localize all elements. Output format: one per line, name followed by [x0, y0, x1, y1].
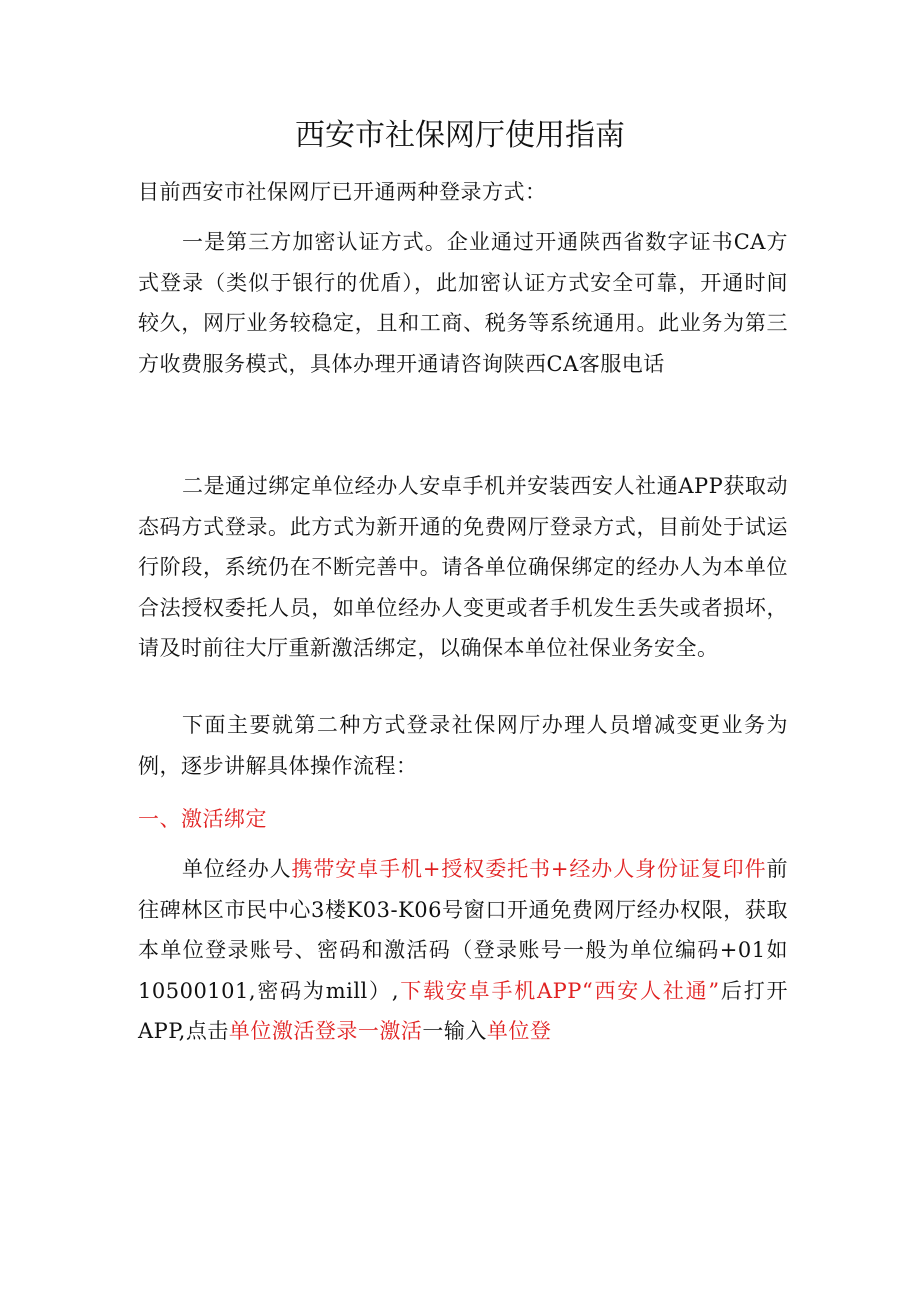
- step-highlight-download-app: 下载安卓手机APP“西安人社通”: [399, 978, 720, 1003]
- step-highlight-unit-login: 单位登: [486, 1019, 552, 1043]
- method-one-paragraph: 一是第三方加密认证方式。企业通过开通陕西省数字证书CA方式登录（类似于银行的优盾），此加密认证方式安全可靠，开通时间较久，网厅业务较稳定，且和工商、税务等系统通用。此业务为第三方收费服务模式，具体办理开通请咨询陕西CA客服电话: [138, 230, 788, 376]
- intro-paragraph: 目前西安市社保网厅已开通两种登录方式：: [138, 180, 547, 204]
- step-text-3: 后打开APP,点击: [138, 978, 788, 1043]
- procedure-intro-paragraph: 下面主要就第二种方式登录社保网厅办理人员增减变更业务为例，逐步讲解具体操作流程：: [138, 713, 788, 778]
- method-two-paragraph: 二是通过绑定单位经办人安卓手机并安装西安人社通APP获取动态码方式登录。此方式为新开通的免费网厅登录方式，目前处于试运行阶段，系统仍在不断完善中。请各单位确保绑定的经办人为本单位合法授权委托人员，如单位经办人变更或者手机发生丢失或者损坏，请及时前往大厅重新激活绑定，以确保本单位社保业务安全。: [138, 474, 788, 660]
- step-highlight-materials: 携带安卓手机+授权委托书+经办人身份证复印件: [291, 857, 767, 881]
- step-text-4: 一输入: [422, 1019, 487, 1043]
- activation-step-paragraph: [138, 849, 788, 1052]
- step-text-1: 单位经办人: [182, 857, 292, 881]
- step-text-2: 前往碑林区市民中心3楼K03-K06号窗口开通免费网厅经办权限，获取本单位登录账号、密码和激活码（登录账号一般为单位编码+01如10500101,密码为mill）,: [138, 857, 788, 1003]
- page-title: 西安市社保网厅使用指南: [295, 118, 625, 153]
- section-heading-activate: 一、激活绑定: [138, 807, 267, 831]
- step-highlight-activate-login: 单位激活登录一激活: [228, 1019, 423, 1043]
